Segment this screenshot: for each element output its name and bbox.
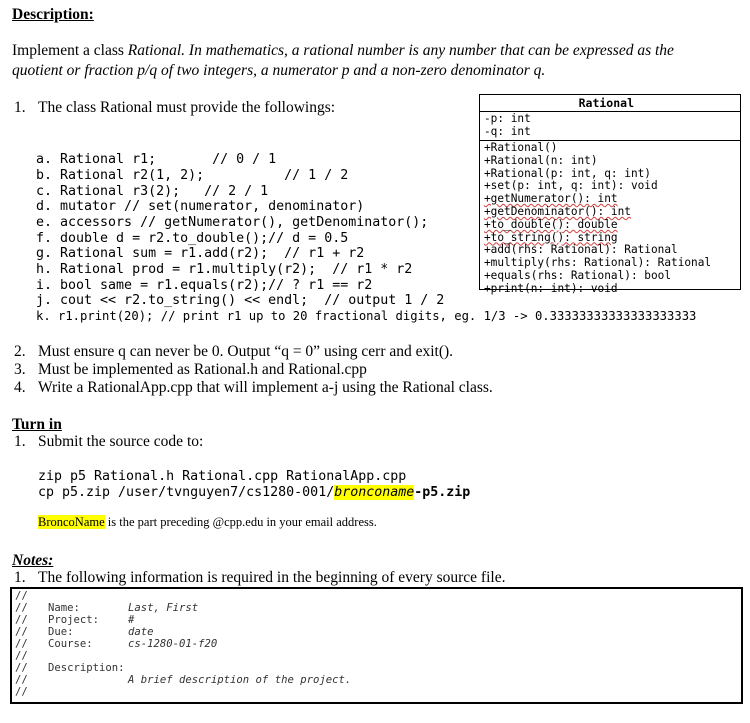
cp-command: [38, 485, 470, 500]
intro-class-name: Rational: [127, 42, 182, 59]
field-label-due: Due:: [48, 626, 74, 638]
code-item-b: b. Rational r2(1, 2); // 1 / 2: [36, 168, 349, 183]
comment-marker: //: [15, 638, 28, 650]
uml-operation: +set(p: int, q: int): void: [484, 179, 658, 193]
comment-marker: //: [15, 650, 28, 662]
notes-heading: Notes:: [12, 552, 54, 569]
code-item-j: j. cout << r2.to_string() << endl; // output 1 / 2: [36, 293, 445, 308]
uml-class-title: Rational: [480, 95, 740, 112]
bronco-note-rest: is the part preceding @cpp.edu in your email address.: [104, 515, 377, 529]
field-value-name: Last, First: [128, 602, 199, 614]
bronconame-highlight: bronconame: [334, 485, 415, 500]
bronco-note: [38, 515, 377, 530]
bronco-note-term: BroncoName: [38, 515, 105, 529]
code-item-h: h. Rational prod = r1.multiply(r2); // r1 * r2: [36, 262, 413, 277]
uml-operation: +to_string(): string: [484, 230, 618, 244]
uml-operation: +getNumerator(): int: [484, 192, 618, 206]
code-item-k: k. r1.print(20); // print r1 up to 20 fractional digits, eg. 1/3 -> 0.33333333333333333333: [36, 309, 697, 323]
uml-class-diagram: [479, 94, 741, 295]
intro-line-1-start: Implement a class: [12, 42, 128, 59]
req3-text: Must be implemented as Rational.h and Rational.cpp: [38, 361, 367, 378]
comment-marker: //: [15, 674, 28, 686]
field-label-description: Description:: [48, 662, 125, 674]
req1-text: The class Rational must provide the followings:: [38, 99, 336, 116]
req4-number: 4.: [14, 379, 26, 396]
field-value-project: #: [128, 614, 135, 626]
uml-operation: +Rational(p: int, q: int): [484, 166, 651, 180]
uml-operation: +to_double(): double: [484, 217, 618, 231]
req2-number: 2.: [14, 343, 26, 360]
uml-operation: +add(rhs: Rational): Rational: [484, 243, 678, 257]
turnin-text: Submit the source code to:: [38, 433, 204, 450]
code-item-d: d. mutator // set(numerator, denominator): [36, 199, 365, 214]
field-label-name: Name:: [48, 602, 80, 614]
req1-number: 1.: [14, 99, 26, 116]
req2-text: Must ensure q can never be 0. Output “q = 0” using cerr and exit().: [38, 343, 454, 360]
uml-operation: +multiply(rhs: Rational): Rational: [484, 256, 712, 270]
code-item-e: e. accessors // getNumerator(), getDenominator();: [36, 215, 429, 230]
comment-marker: //: [15, 686, 28, 698]
header-template-box: [10, 587, 743, 704]
turnin-heading: Turn in: [12, 416, 62, 433]
uml-operations: [480, 141, 740, 296]
turnin-number: 1.: [14, 433, 26, 450]
description-heading: Description:: [12, 6, 94, 23]
code-item-g: g. Rational sum = r1.add(r2); // r1 + r2: [36, 246, 365, 261]
comment-marker: //: [15, 614, 28, 626]
uml-attribute: -p: int: [484, 112, 531, 125]
req4-text: Write a RationalApp.cpp that will implement a-j using the Rational class.: [38, 379, 493, 396]
cp-command-prefix: cp p5.zip /user/tvnguyen7/cs1280-001/: [38, 485, 335, 500]
code-item-i: i. bool same = r1.equals(r2);// ? r1 == r2: [36, 278, 373, 293]
zip-command: zip p5 Rational.h Rational.cpp RationalApp.cpp: [38, 469, 407, 484]
intro-line-2: quotient or fraction p/q of two integers, a numerator p and a non-zero denominator q.: [12, 62, 546, 79]
field-label-course: Course:: [48, 638, 93, 650]
intro-line-1-rest: . In mathematics, a rational number is any number that can be expressed as the: [181, 42, 674, 59]
comment-marker: //: [15, 602, 28, 614]
comment-marker: //: [15, 662, 28, 674]
field-value-due: date: [128, 626, 154, 638]
cp-command-suffix: -p5.zip: [414, 485, 471, 500]
comment-marker: //: [15, 590, 28, 602]
code-item-a: a. Rational r1; // 0 / 1: [36, 152, 277, 167]
field-value-description: A brief description of the project.: [128, 674, 352, 686]
uml-operation: +getDenominator(): int: [484, 204, 631, 218]
field-value-course: cs-1280-01-f20: [128, 638, 218, 650]
intro-line-1: [12, 42, 674, 60]
uml-operation: +equals(rhs: Rational): bool: [484, 268, 672, 282]
notes-text: The following information is required in the beginning of every source file.: [38, 569, 506, 586]
notes-number: 1.: [14, 569, 26, 586]
uml-attributes: [480, 112, 740, 141]
uml-operation: +print(n: int): void: [484, 281, 618, 295]
uml-attribute: -q: int: [484, 124, 531, 138]
comment-marker: //: [15, 626, 28, 638]
uml-operation: +Rational(n: int): [484, 153, 598, 167]
field-label-project: Project:: [48, 614, 100, 626]
code-item-c: c. Rational r3(2); // 2 / 1: [36, 184, 269, 199]
req3-number: 3.: [14, 361, 26, 378]
uml-operation: +Rational(): [484, 141, 558, 154]
code-item-f: f. double d = r2.to_double();// d = 0.5: [36, 231, 349, 246]
